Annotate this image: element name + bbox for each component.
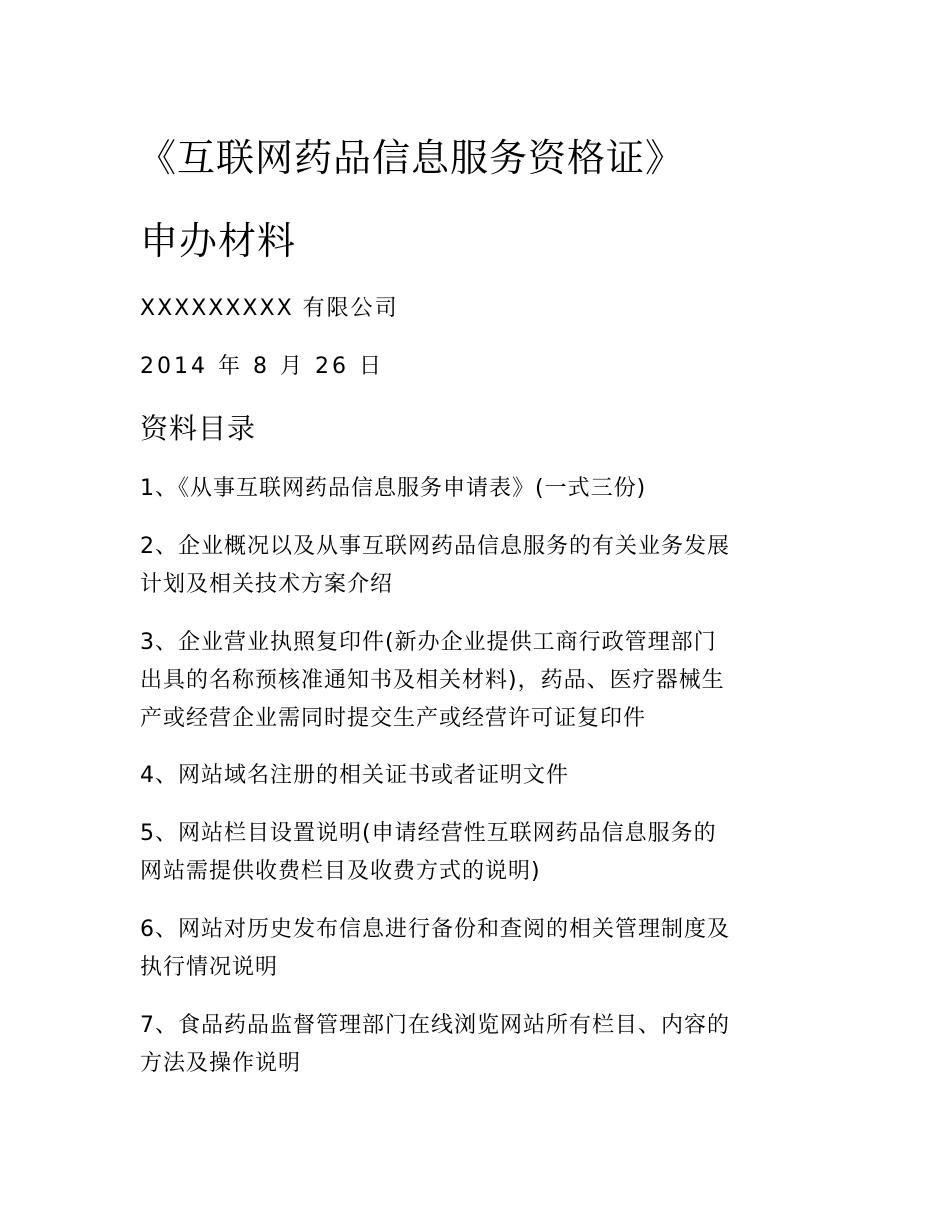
toc-item-line: 1、《从事互联网药品信息服务申请表》(一式三份)	[140, 476, 647, 501]
toc-item-line: 方法及操作说明	[140, 1051, 302, 1076]
toc-item-line: 出具的名称预核准通知书及相关材料)，药品、医疗器械生	[140, 668, 725, 693]
toc-item-6	[140, 911, 820, 987]
toc-item-line: 产或经营企业需同时提交生产或经营许可证复印件	[140, 706, 647, 731]
company-name: XXXXXXXXX 有限公司	[140, 296, 399, 321]
document-title-line-2: 申办材料	[140, 219, 297, 263]
toc-item-1	[140, 470, 820, 508]
toc-item-line: 5、网站栏目设置说明(申请经营性互联网药品信息服务的	[140, 821, 717, 846]
toc-item-line: 2、企业概况以及从事互联网药品信息服务的有关业务发展	[140, 534, 730, 559]
toc-item-line: 计划及相关技术方案介绍	[140, 572, 394, 597]
toc-item-line: 4、网站域名注册的相关证书或者证明文件	[140, 763, 569, 788]
toc-item-3	[140, 624, 820, 738]
toc-item-2	[140, 528, 820, 604]
toc-item-7	[140, 1007, 820, 1083]
toc-item-line: 执行情况说明	[140, 955, 279, 980]
toc-heading: 资料目录	[140, 412, 257, 445]
toc-item-line: 网站需提供收费栏目及收费方式的说明)	[140, 859, 541, 884]
toc-item-line: 6、网站对历史发布信息进行备份和查阅的相关管理制度及	[140, 917, 730, 942]
document-date: 2014 年 8 月 26 日	[140, 354, 384, 379]
toc-item-4	[140, 757, 820, 795]
document-title-line-1: 《互联网药品信息服务资格证》	[138, 136, 685, 180]
toc-item-line: 3、企业营业执照复印件(新办企业提供工商行政管理部门	[140, 630, 717, 655]
toc-item-5	[140, 815, 820, 891]
toc-item-line: 7、食品药品监督管理部门在线浏览网站所有栏目、内容的	[140, 1013, 730, 1038]
